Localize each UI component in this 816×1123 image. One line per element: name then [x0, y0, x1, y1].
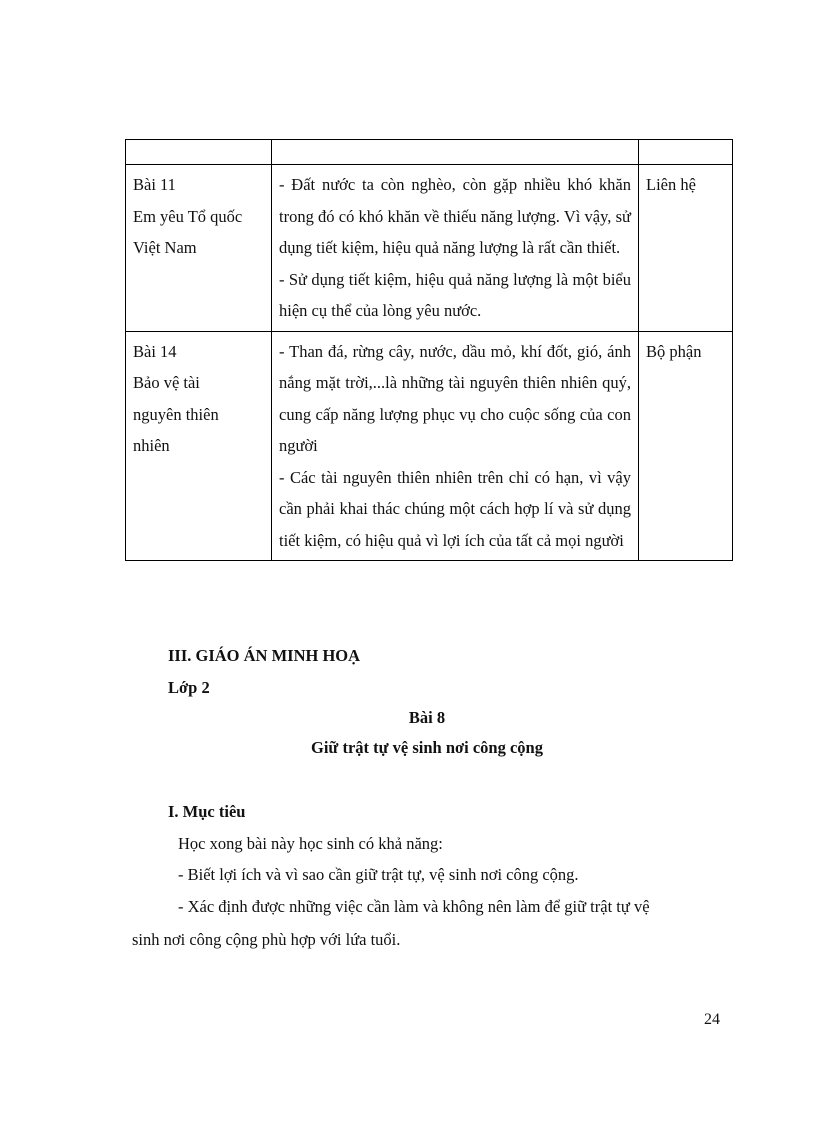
content-paragraph: - Đất nước ta còn nghèo, còn gặp nhiều khó khăn trong đó có khó khăn về thiếu năng lượng. Vì vậy, sử dụng tiết kiệm, hiệu quả năng lượng là rất cần thiết. — [279, 175, 631, 257]
content-paragraph: - Các tài nguyên thiên nhiên trên chỉ có hạn, vì vậy cần phải khai thác chúng một cách hợp lí và sử dụng tiết kiệm, có hiệu quả vì lợi ích của tất cả mọi người — [279, 467, 631, 550]
table-row — [126, 165, 733, 332]
objective-item: - Biết lợi ích và vì sao cần giữ trật tự, vệ sinh nơi công cộng. — [178, 865, 579, 884]
lesson-name: Việt Nam — [133, 238, 197, 257]
lesson-name: nguyên thiên — [133, 404, 219, 424]
page-number: 24 — [704, 1011, 720, 1028]
table-cell-lesson — [126, 140, 272, 165]
objectives-intro: Học xong bài này học sinh có khả năng: — [178, 834, 443, 853]
lesson-name: Em yêu Tổ quốc — [133, 206, 243, 226]
table-cell-lesson — [126, 165, 272, 332]
lesson-name: nhiên — [133, 436, 170, 455]
content-paragraph: - Than đá, rừng cây, nước, dầu mỏ, khí đốt, gió, ánh nắng mặt trời,...là những tài nguyên thiên nhiên quý, cung cấp năng lượng phục vụ cho cuộc sống của con người — [279, 341, 631, 455]
table-cell-type — [639, 140, 733, 165]
table-cell-lesson — [126, 331, 272, 561]
table-cell-type: Bộ phận — [639, 331, 733, 561]
objective-item: - Xác định được những việc cần làm và không nên làm để giữ trật tự vệ — [178, 897, 650, 916]
grade-label: Lớp 2 — [168, 678, 210, 697]
content-paragraph: - Sử dụng tiết kiệm, hiệu quả năng lượng là một biểu hiện cụ thể của lòng yêu nước. — [279, 269, 631, 320]
table-row — [126, 331, 733, 561]
lesson-title: Giữ trật tự vệ sinh nơi công cộng — [311, 738, 543, 757]
lesson-name: Bảo vệ tài — [133, 373, 200, 392]
lesson-number: Bài 8 — [408, 708, 446, 727]
table-row — [126, 140, 733, 165]
objectives-heading: I. Mục tiêu — [168, 802, 246, 821]
lesson-table — [125, 139, 733, 561]
table-cell-type: Liên hệ — [639, 165, 733, 332]
table-cell-content — [272, 331, 639, 561]
table-cell-content — [272, 165, 639, 332]
lesson-label: Bài 11 — [133, 175, 176, 194]
lesson-label: Bài 14 — [133, 341, 177, 361]
objective-item: sinh nơi công cộng phù hợp với lứa tuổi. — [132, 930, 401, 949]
table-cell-content — [272, 140, 639, 165]
section-heading: III. GIÁO ÁN MINH HOẠ — [168, 646, 361, 665]
